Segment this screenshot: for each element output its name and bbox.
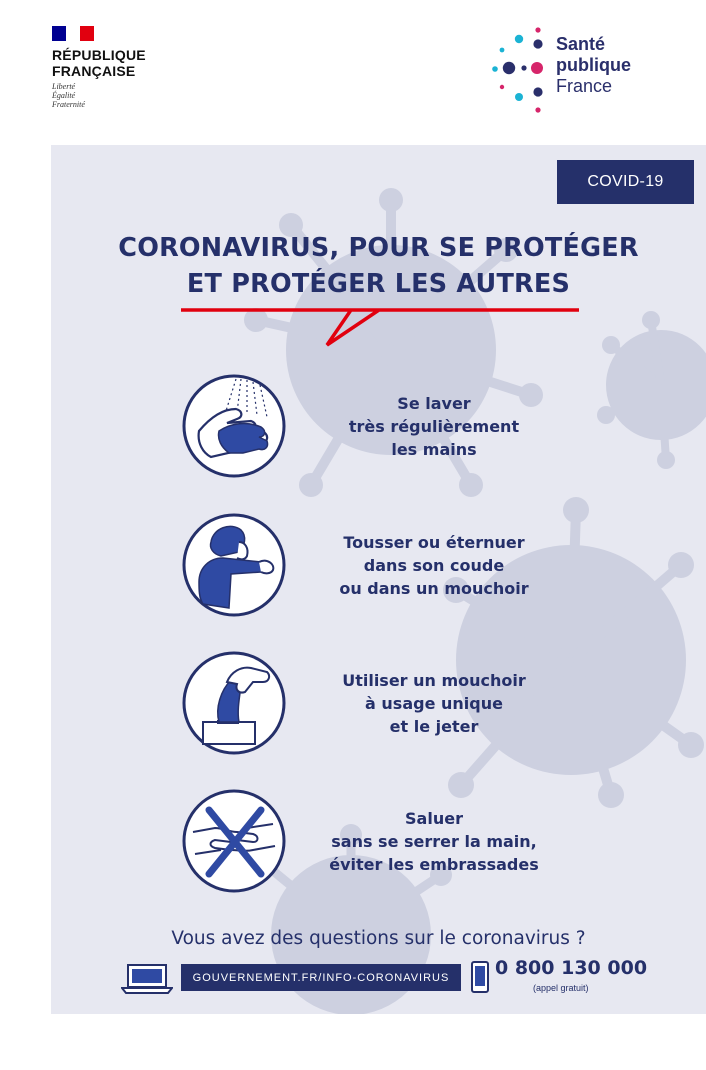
smartphone-icon bbox=[470, 961, 490, 993]
speech-bubble-underline-icon bbox=[179, 305, 579, 350]
french-flag-icon bbox=[52, 26, 94, 41]
action-text bbox=[319, 373, 549, 479]
action-line: ou dans un mouchoir bbox=[339, 578, 529, 598]
rf-motto-line: Égalité bbox=[52, 91, 76, 100]
action-item bbox=[51, 512, 706, 622]
action-line: Saluer bbox=[405, 808, 463, 828]
hotline-note: (appel gratuit) bbox=[533, 983, 589, 993]
cough-elbow-icon bbox=[181, 512, 287, 618]
action-line: à usage unique bbox=[365, 693, 503, 713]
action-line: Tousser ou éternuer bbox=[343, 532, 525, 552]
rf-title bbox=[52, 47, 172, 79]
rf-title-line2: FRANÇAISE bbox=[52, 63, 136, 79]
spf-line1: Santé bbox=[556, 34, 606, 54]
spf-line3: France bbox=[556, 76, 613, 96]
marianne-icon bbox=[52, 26, 94, 41]
covid-badge: COVID-19 bbox=[557, 160, 694, 204]
action-line: sans se serrer la main, bbox=[331, 831, 537, 851]
poster-headline bbox=[51, 230, 706, 302]
questions-text: Vous avez des questions sur le coronavirus ? bbox=[171, 928, 586, 949]
no-handshake-icon bbox=[181, 788, 287, 894]
spf-wordmark bbox=[556, 34, 631, 97]
wash-hands-icon bbox=[181, 373, 287, 479]
action-item bbox=[51, 650, 706, 760]
action-line: Se laver bbox=[397, 393, 471, 413]
action-line: et le jeter bbox=[389, 716, 479, 736]
action-line: éviter les embrassades bbox=[329, 854, 539, 874]
tissue-icon bbox=[181, 650, 287, 756]
action-item bbox=[51, 788, 706, 898]
headline-line2: ET PROTÉGER LES AUTRES bbox=[186, 269, 571, 299]
spf-dots-icon bbox=[490, 22, 554, 117]
action-line: Utiliser un mouchoir bbox=[342, 670, 526, 690]
spf-line2: publique bbox=[556, 55, 631, 75]
action-text bbox=[319, 512, 549, 618]
rf-motto bbox=[52, 82, 172, 109]
covid-poster bbox=[51, 145, 706, 1014]
action-line: dans son coude bbox=[363, 555, 505, 575]
action-line: très régulièrement bbox=[348, 416, 520, 436]
sante-publique-france-logo bbox=[490, 22, 660, 117]
rf-motto-line: Fraternité bbox=[52, 100, 85, 109]
laptop-icon bbox=[121, 964, 173, 994]
rf-title-line1: RÉPUBLIQUE bbox=[52, 47, 146, 63]
action-text bbox=[319, 650, 549, 756]
rf-motto-line: Liberté bbox=[52, 82, 76, 91]
headline-line1: CORONAVIRUS, POUR SE PROTÉGER bbox=[118, 233, 639, 263]
info-url-link[interactable]: GOUVERNEMENT.FR/INFO-CORONAVIRUS bbox=[181, 964, 461, 991]
action-line: les mains bbox=[391, 439, 477, 459]
republique-francaise-logo bbox=[52, 26, 172, 109]
hotline-number[interactable]: 0 800 130 000 bbox=[495, 957, 648, 979]
action-text bbox=[319, 788, 549, 894]
action-item bbox=[51, 373, 706, 483]
